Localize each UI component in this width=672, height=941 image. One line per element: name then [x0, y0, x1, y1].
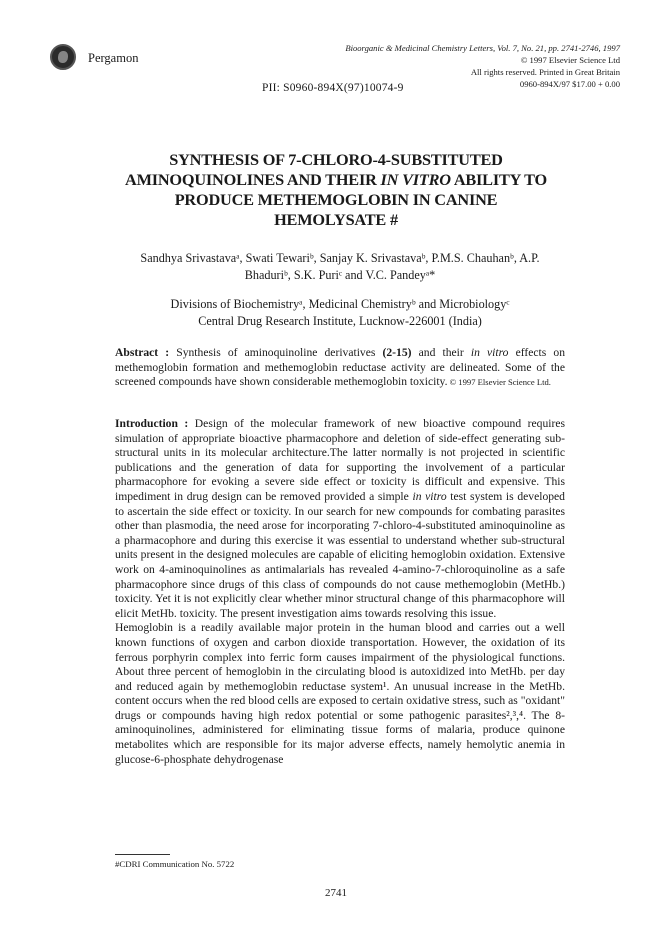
copyright-line: © 1997 Elsevier Science Ltd — [520, 55, 620, 65]
abstract-label: Abstract : — [115, 346, 170, 359]
authors-line-2: Bhaduriᵇ, S.K. Puriᶜ and V.C. Pandeyᵃ* — [244, 268, 436, 282]
abstract-paragraph: Abstract : Synthesis of aminoquinoline derivatives (2-15) and their in vitro effects on methemoglobin formation and methemoglobin reductase activity are delineated. Some of the screened compounds have shown considerable methemoglobin toxicity. © 1997 Elsevier Science Ltd. — [115, 346, 565, 389]
pergamon-logo-icon — [50, 44, 76, 70]
publisher-name: Pergamon — [88, 51, 139, 65]
affiliation-line-1: Divisions of Biochemistryᵃ, Medicinal Chemistryᵇ and Microbiologyᶜ — [170, 297, 510, 311]
introduction-paragraph-1: Introduction : Design of the molecular framework of new bioactive compound requires simulation of appropriate bioactive pharmacophore and deletion of side-effect generating sub-structural units in its molecular architecture.The latter normally is not projected in scientific publications and the generation of data for supporting the involvement of a particular pharmacophore for evoking a severe side effect or toxicity is difficult and expensive. This impediment in drug design can be removed provided a simple in vitro test system is developed to ascertain the side effect or toxicity. In our search for new compounds for combating parasites other than plasmodia, the need arose for incorporating 7-chloro-4-substituted aminoquinoline as a pharmacophore and during this exercise it was essential to understand whether sub-structural units present in the designed molecules are capable of eliciting hemoglobin oxidation. Extensive work on 4-aminoquinolines as antimalarials has revealed 4-amino-7-chloroquinoline as a safe pharmacophore since drugs of this class of compounds do not cause methemoglobin (MetHb.) toxicity. Yet it is not explicitly clear whether minor structural change of this pharmacophore will elicit MetHb. toxicity. The present investigation aims towards resolving this issue. — [115, 417, 565, 620]
footnote-rule — [115, 854, 170, 855]
issn-line: 0960-894X/97 $17.00 + 0.00 — [519, 79, 620, 89]
article-title — [0, 150, 672, 230]
introduction-paragraph-2: Hemoglobin is a readily available major protein in the human blood and carries out a well known functions of oxygen and carbon dioxide transportation. However, the oxidation of its ferrous porphyrin complex into ferric form causes impairment of the physiological functions. About three percent of hemoglobin in the circulating blood is autoxidized into MetHb. per day and reduced again by methemoglobin reductase system¹. An unusual increase in the MetHb. content occurs when the red blood cells are exposed to certain oxidative stress, such as "oxidant" drugs or compounds having high redox potential or some pathogenic parasites²,³,⁴. The 8-aminoquinolines, administered for eliminating tissue forms of malaria, produce quinone metabolites which are responsible for its major adverse effects, namely hemolytic anemia in glucose-6-phosphate dehydrogenase — [115, 621, 565, 766]
page-number: 2741 — [325, 887, 347, 899]
pii-identifier: PII: S0960-894X(97)10074-9 — [262, 82, 404, 94]
affiliation-line-2: Central Drug Research Institute, Lucknow-226001 (India) — [198, 314, 482, 328]
authors-line-1: Sandhya Srivastavaᵃ, Swati Tewariᵇ, Sanjay K. Srivastavaᵇ, P.M.S. Chauhanᵇ, A.P. — [140, 251, 540, 265]
affiliations — [120, 296, 560, 330]
title-line-4: HEMOLYSATE # — [274, 210, 398, 229]
title-line-3: PRODUCE METHEMOGLOBIN IN CANINE — [174, 190, 498, 209]
title-line-2: AMINOQUINOLINES AND THEIR IN VITRO ABILITY TO — [125, 170, 547, 189]
author-list — [120, 250, 560, 284]
introduction-section — [115, 417, 565, 767]
rights-line: All rights reserved. Printed in Great Britain — [470, 67, 620, 77]
footnote: #CDRI Communication No. 5722 — [115, 859, 235, 869]
title-line-1: SYNTHESIS OF 7-CHLORO-4-SUBSTITUTED — [169, 150, 503, 169]
journal-line: Bioorganic & Medicinal Chemistry Letters, Vol. 7, No. 21, pp. 2741-2746, 1997 — [345, 43, 620, 53]
introduction-label: Introduction : — [115, 417, 189, 430]
